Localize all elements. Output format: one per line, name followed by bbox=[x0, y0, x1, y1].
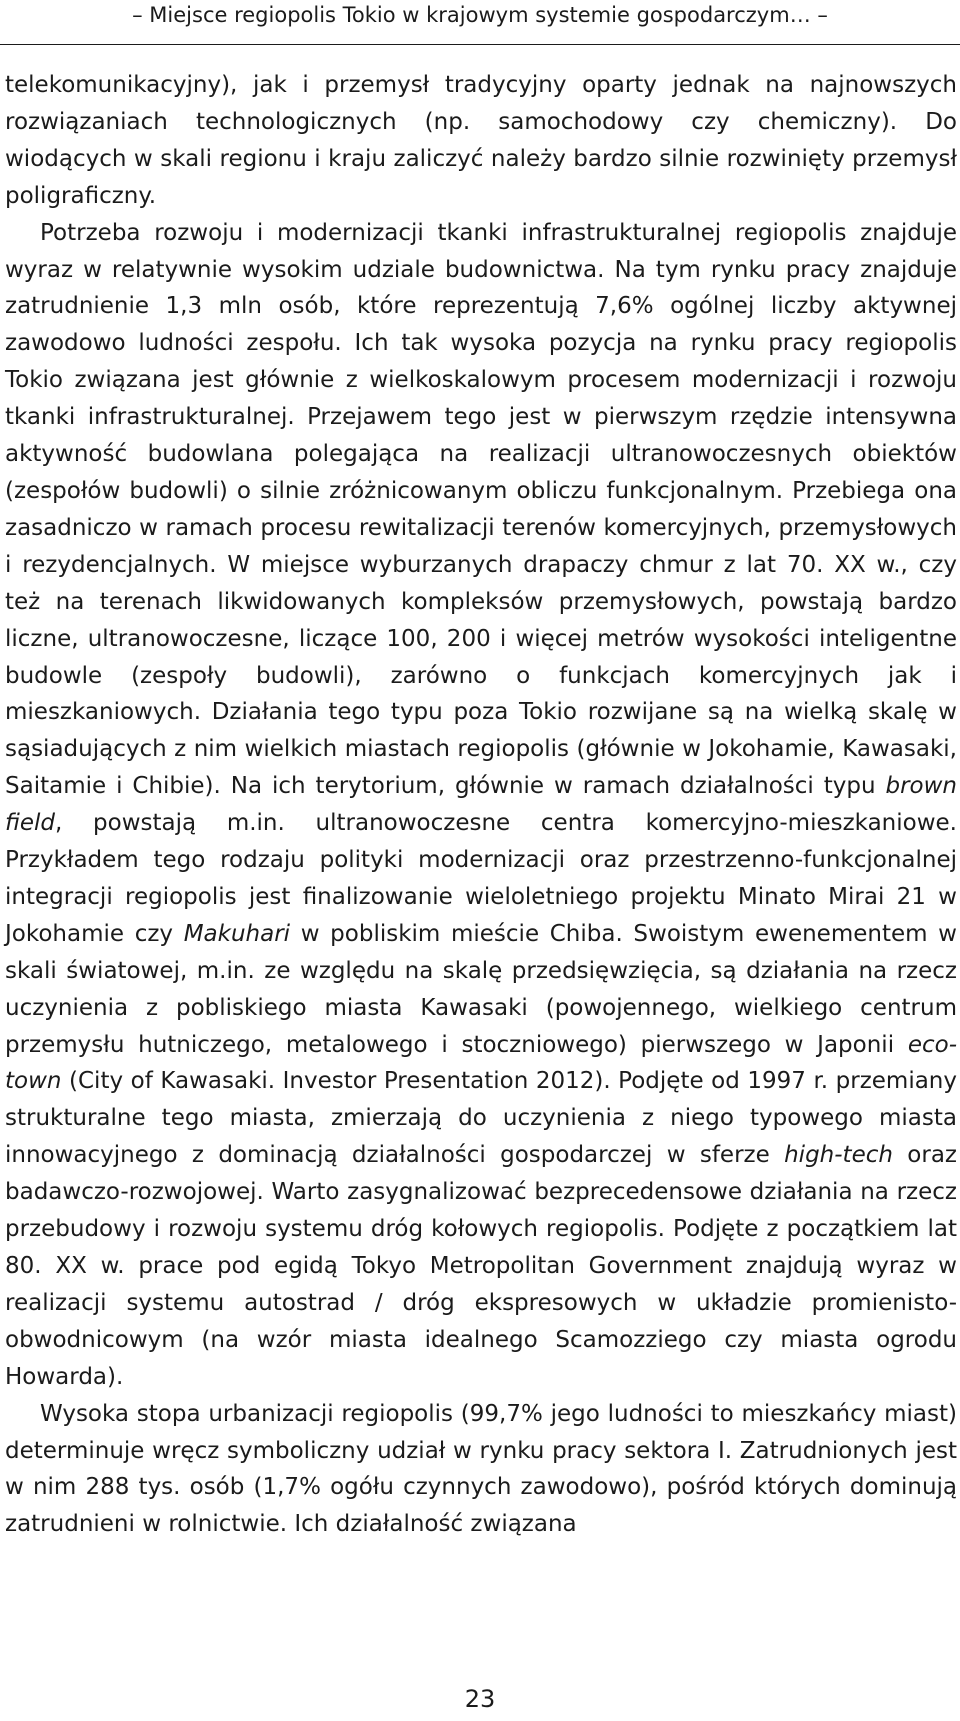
paragraph-continuation bbox=[5, 67, 957, 215]
paragraph-text: , powstają m.in. ultranowoczesne centra komercyjno-mieszkaniowe. Przykładem tego rodzaju polityki modernizacji oraz przestrzenno-funkcjonalnej integracji regiopolis jest finalizowanie wieloletniego projektu Minato Mirai 21 w Jokohamie czy bbox=[5, 810, 957, 947]
italic-term: brown field bbox=[5, 773, 957, 837]
italic-term: eco-town bbox=[5, 1031, 957, 1095]
page-number: 23 bbox=[464, 1685, 496, 1713]
paragraph-urbanization bbox=[5, 1396, 957, 1544]
paragraph-text: Wysoka stopa urbanizacji regiopolis (99,7% jego ludności to mieszkańcy miast) determinuje wręcz symboliczny udział w rynku pracy sektora I. Zatrudnionych jest w nim 288 tys. osób (1,7% ogółu czynnych zawodowo), pośród których dominują zatrudnieni w rolnictwie. Ich działalność związana bbox=[5, 1400, 957, 1538]
paragraph-text: telekomunikacyjny), jak i przemysł tradycyjny oparty jednak na najnowszych rozwiązaniach technologicznych (np. samochodowy czy chemiczny). Do wiodących w skali regionu i kraju zaliczyć należy bardzo silnie rozwinięty przemysł poligraficzny. bbox=[5, 72, 957, 209]
paragraph-text: (City of Kawasaki. Investor Presentation 2012). Podjęte od 1997 r. przemiany strukturalne tego miasta, zmierzają do uczynienia z niego typowego miasta innowacyjnego z dominacją działalności gospodarczej w sferze bbox=[5, 1068, 957, 1169]
paragraph-text: Potrzeba rozwoju i modernizacji tkanki infrastrukturalnej regiopolis znajduje wyraz w relatywnie wysokim udziale budownictwa. Na tym rynku pracy znajduje zatrudnienie 1,3 mln osób, które reprezentują 7,6% ogólnej liczby aktywnej zawodowo ludności zespołu. Ich tak wysoka pozycja na rynku pracy regiopolis Tokio związana jest głównie z wielkoskalowym procesem modernizacji i rozwoju tkanki infrastrukturalnej. Przejawem tego jest w pierwszym rzędzie intensywna aktywność budowlana polegająca na realizacji ultranowoczesnych obiektów (zespołów budowli) o silnie zróżnicowanym obliczu funkcjonalnym. Przebiega ona zasadniczo w ramach procesu rewitalizacji terenów komercyjnych, przemysłowych i rezydencjalnych. W miejsce wyburzanych drapaczy chmur z lat 70. XX w., czy też na terenach likwidowanych kompleksów przemysłowych, powstają bardzo liczne, ultranowoczesne, liczące 100, 200 i więcej metrów wysokości inteligentne budowle (zespoły budowli), zarówno o funkcjach komercyjnych jak i mieszkaniowych. Działania tego typu poza Tokio rozwijane są na wielką skalę w sąsiadujących z nim wielkich miastach regiopolis (głównie w Jokohamie, Kawasaki, Saitamie i Chibie). Na ich terytorium, głównie w ramach działalności typu bbox=[5, 219, 957, 800]
paragraph-text: oraz badawczo-rozwojowej. Warto zasygnalizować bezprecedensowe działania na rzecz przebudowy i rozwoju systemu dróg kołowych regiopolis. Podjęte z początkiem lat 80. XX w. prace pod egidą Tokyo Metropolitan Government znajdują wyraz w realizacji systemu autostrad / dróg ekspresowych w układzie promienisto-obwodnicowym (na wzór miasta idealnego Scamozziego czy miasta ogrodu Howarda). bbox=[5, 1142, 957, 1390]
italic-term: Makuhari bbox=[183, 920, 291, 947]
body-text bbox=[5, 67, 957, 1543]
paragraph-construction bbox=[5, 215, 957, 1396]
running-head: – Miejsce regiopolis Tokio w krajowym systemie gospodarczym… – bbox=[132, 3, 828, 27]
header-rule bbox=[0, 44, 960, 45]
paragraph-text: w pobliskim mieście Chiba. Swoistym ewenementem w skali światowej, m.in. ze względu na skalę przedsięwzięcia, są działania na rzecz uczynienia z pobliskiego miasta Kawasaki (powojennego, wielkiego centrum przemysłu hutniczego, metalowego i stoczniowego) pierwszego w Japonii bbox=[5, 920, 957, 1058]
italic-term: high-tech bbox=[784, 1142, 893, 1169]
